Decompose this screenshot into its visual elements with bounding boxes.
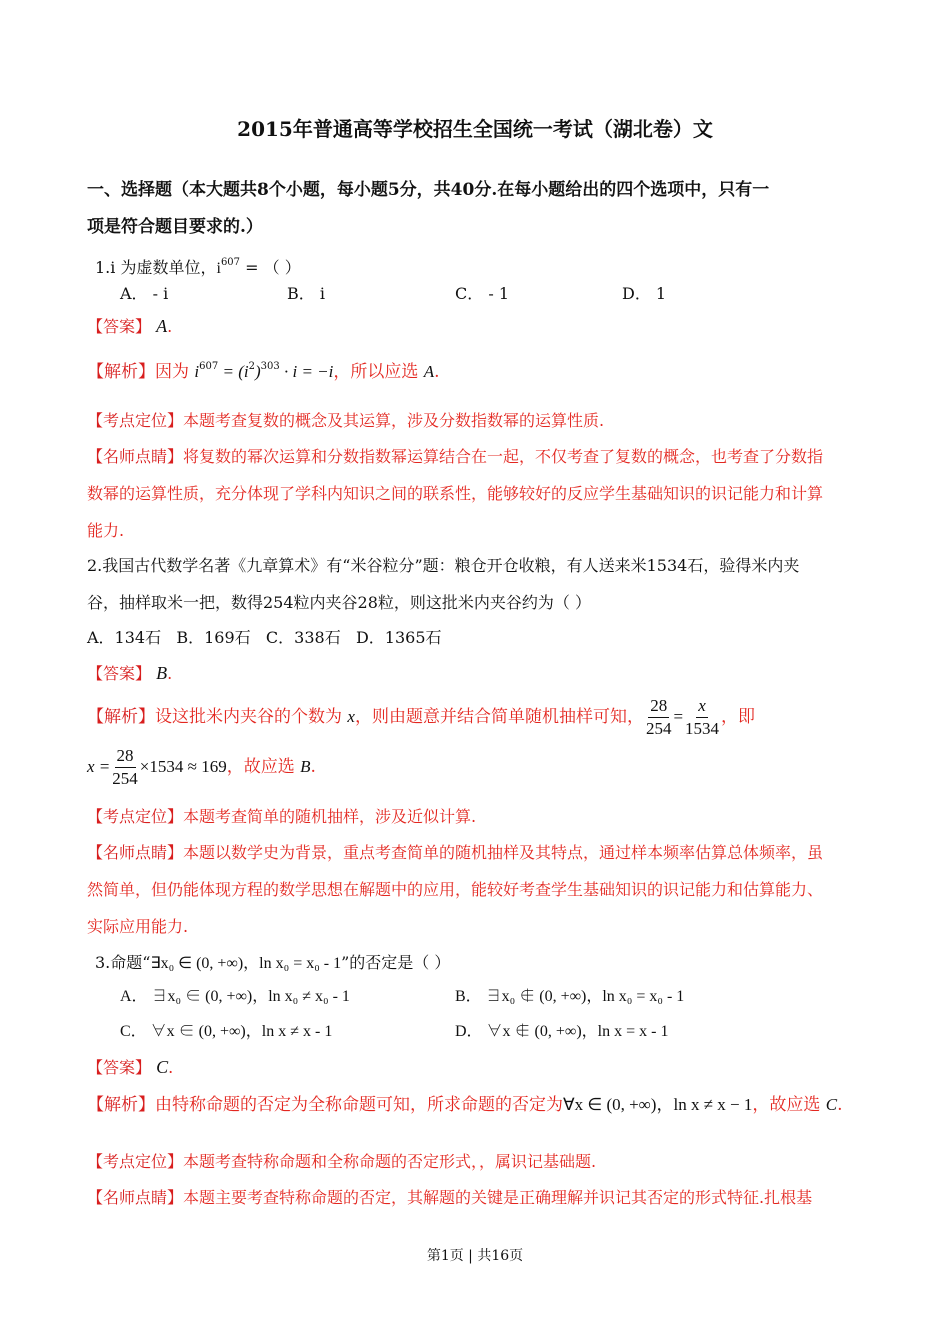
q3-point: 【考点定位】本题考查特称命题和全称命题的否定形式，，属识记基础题. bbox=[87, 1152, 597, 1171]
q2-analysis-line2: x = $\frac{28}{254}$ ×1534 ≈ 169，故应选 B. bbox=[87, 746, 316, 788]
page-footer: 第1页 | 共16页 bbox=[426, 1248, 524, 1264]
q1-option-c: C． - 1 bbox=[455, 284, 510, 303]
q1-comment-line2: 数幂的运算性质，充分体现了学科内知识之间的联系性，能够较好的反应学生基础知识的识记能力和计算 bbox=[87, 484, 824, 503]
fraction: $\frac{28}{254}$ bbox=[645, 696, 672, 738]
q3-option-a: A． ∃x₀ ∈ (0, +∞)，ln x₀ ≠ x₀ - 1 bbox=[120, 988, 350, 1005]
document-title: 2015年普通高等学校招生全国统一考试（湖北卷）文 bbox=[237, 117, 713, 141]
q2-comment-line3: 实际应用能力. bbox=[87, 917, 189, 936]
q2-stem-line2: 谷，抽样取米一把，数得254粒内夹谷28粒，则这批米内夹谷约为（ ） bbox=[87, 593, 591, 612]
q1-answer: 【答案】 A. bbox=[87, 316, 173, 336]
q1-comment: 【名师点睛】将复数的幂次运算和分数指数幂运算结合在一起，不仅考查了复数的概念，也考查了分数指 bbox=[87, 447, 824, 466]
q1-comment-line3: 能力. bbox=[87, 521, 125, 540]
q2-options: A．134石 B．169石 C．338石 D．1365石 bbox=[87, 628, 442, 647]
q1-option-a: A． - i bbox=[120, 284, 169, 303]
section-heading-cont: 项是符合题目要求的.） bbox=[87, 217, 263, 237]
q2-comment-line2: 然简单，但仍能体现方程的数学思想在解题中的应用，能较好考查学生基础知识的识记能力和估算能力、 bbox=[87, 880, 824, 899]
q3-option-b: B． ∃x₀ ∉ (0, +∞)，ln x₀ = x₀ - 1 bbox=[455, 988, 685, 1005]
q2-stem: 2.我国古代数学名著《九章算术》有“米谷粒分”题：粮仓开仓收粮，有人送来米1534石，验得米内夹 bbox=[87, 556, 800, 575]
q1-option-b: B． i bbox=[287, 284, 325, 303]
q1-option-d: D． 1 bbox=[622, 284, 667, 303]
q1-stem: 1.i 为虚数单位，$i^{607}$ = （ ） bbox=[95, 257, 301, 277]
q3-answer: 【答案】 C. bbox=[87, 1057, 174, 1077]
q3-stem: 3.命题“∃x₀ ∈ (0, +∞)，ln x₀ = x₀ - 1”的否定是（ ） bbox=[95, 953, 451, 972]
q2-point: 【考点定位】本题考查简单的随机抽样，涉及近似计算. bbox=[87, 807, 477, 826]
fraction: $\frac{28}{254}$ bbox=[112, 746, 138, 788]
q2-analysis: 【解析】设这批米内夹谷的个数为 x，则由题意并结合简单随机抽样可知， $\frac{28}{254}$ = $\frac{x}{1534}$ ，即 bbox=[87, 696, 756, 738]
q3-option-d: D． ∀x ∉ (0, +∞)，ln x = x - 1 bbox=[455, 1023, 669, 1040]
section-heading: 一、选择题（本大题共8个小题，每小题5分，共40分.在每小题给出的四个选项中，只有一 bbox=[87, 180, 770, 200]
q3-comment: 【名师点睛】本题主要考查特称命题的否定，其解题的关键是正确理解并识记其否定的形式特征.扎根基 bbox=[87, 1188, 813, 1207]
q2-answer: 【答案】 B. bbox=[87, 663, 173, 683]
q3-analysis: 【解析】由特称命题的否定为全称命题可知，所求命题的否定为∀x ∈ (0, +∞)，ln x ≠ x − 1，故应选 C. bbox=[87, 1095, 843, 1115]
q1-analysis: 【解析】因为 $i^{607} = (i^2)^{303} \cdot i = -i$，所以应选 A. bbox=[87, 361, 440, 382]
fraction: $\frac{x}{1534}$ bbox=[685, 696, 720, 738]
q1-point: 【考点定位】本题考查复数的概念及其运算，涉及分数指数幂的运算性质. bbox=[87, 411, 605, 430]
q3-option-c: C． ∀x ∈ (0, +∞)，ln x ≠ x - 1 bbox=[120, 1023, 333, 1040]
q2-comment: 【名师点睛】本题以数学史为背景，重点考查简单的随机抽样及其特点，通过样本频率估算总体频率，虽 bbox=[87, 843, 824, 862]
